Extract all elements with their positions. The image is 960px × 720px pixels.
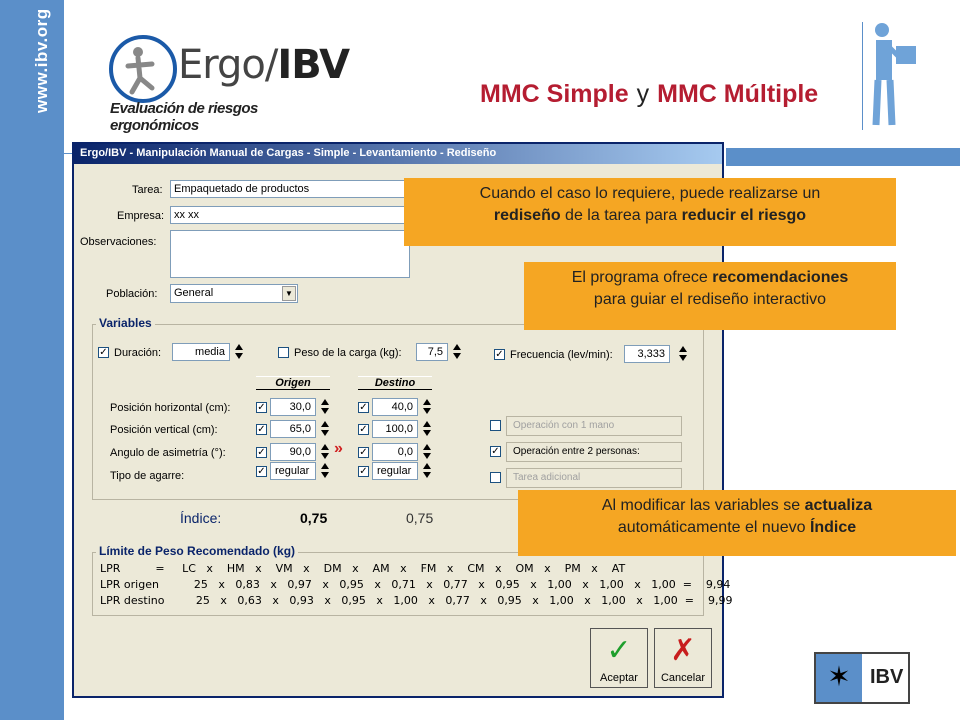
poblacion-value: General [174,287,214,299]
row-label: Posición horizontal (cm): [110,402,231,414]
option-checkbox[interactable] [490,420,501,431]
asimetria-destino-checkbox[interactable]: ✓ [359,447,368,458]
callout-text: Índice [809,519,857,537]
tarea-label: Tarea: [132,184,163,196]
peso-checkbox[interactable] [278,347,289,358]
row-label: Tipo de agarre: [110,470,185,482]
asimetria-destino-input[interactable]: 0,0 [372,443,418,461]
logo-text-b: IBV [277,42,350,88]
frecuencia-spinner[interactable] [678,345,688,363]
lpr-origen: LPR origen 25 x 0,83 x 0,97 x 0,95 x 0,71 x 0,77 x 0,95 x 1,00 x 1,00 x 1,00 = 9,94 [100,578,731,591]
recommend-arrow-icon[interactable]: » [334,440,343,457]
duracion-spinner[interactable] [234,343,244,361]
ergo-ibv-logo [108,30,350,134]
check-icon: ✓ [606,634,632,667]
vertical-destino-checkbox[interactable]: ✓ [359,424,368,435]
tarea-input[interactable]: Empaquetado de productos [170,180,410,198]
chevron-down-icon[interactable]: ▼ [282,286,296,301]
horizontal-origen-input[interactable]: 30,0 [270,398,316,416]
accept-label: Aceptar [600,672,638,684]
agarre-destino-input[interactable]: regular [372,462,418,480]
peso-label: Peso de la carga (kg): [294,347,402,359]
callout-text: Cuando el caso lo requiere, puede realizarse un [479,185,821,202]
option-checkbox[interactable]: ✓ [491,446,500,457]
spinner[interactable] [320,420,330,438]
poblacion-select[interactable] [170,284,298,303]
divider-line [36,153,76,154]
option-one-hand[interactable]: Operación con 1 mano [506,416,682,436]
cancel-label: Cancelar [660,672,706,684]
asimetria-origen-checkbox[interactable]: ✓ [257,447,266,458]
callout-recommendations [524,262,896,330]
callout-text: rediseño [493,207,561,225]
empresa-input[interactable]: xx xx [170,206,410,224]
callout-redesign [404,178,896,246]
worker-figure-icon [862,20,922,130]
headline-y: y [636,80,650,108]
variables-title: Variables [96,316,155,330]
horizontal-origen-checkbox[interactable]: ✓ [257,402,266,413]
row-label: Posición vertical (cm): [110,424,218,436]
horizontal-destino-checkbox[interactable]: ✓ [359,402,368,413]
callout-text: recomendaciones [712,269,849,286]
spinner[interactable] [422,462,432,480]
indice-origen: 0,75 [300,510,328,526]
lpr-formula: LPR = LC x HM x VM x DM x AM x FM x CM x OM x PM x AT [100,562,626,575]
callout-text: automáticamente el nuevo [617,519,810,537]
blue-strip [726,148,960,166]
accept-button[interactable] [590,628,648,688]
callout-text: de la tarea para [560,207,682,225]
peso-input[interactable]: 7,5 [416,343,448,361]
spinner[interactable] [422,420,432,438]
close-icon: ✗ [670,634,696,667]
frecuencia-checkbox[interactable]: ✓ [495,349,504,360]
spinner[interactable] [320,443,330,461]
site-url: www.ibv.org [32,8,51,113]
peso-spinner[interactable] [452,343,462,361]
lpr-title: Límite de Peso Recomendado (kg) [96,544,298,558]
spinner[interactable] [320,462,330,480]
origen-header: Origen [256,376,330,390]
cancel-button[interactable] [654,628,712,688]
callout-text: Al modificar las variables se [601,497,805,514]
option-checkbox[interactable] [490,472,501,483]
spinner[interactable] [320,398,330,416]
agarre-origen-checkbox[interactable]: ✓ [257,466,266,477]
frecuencia-label: Frecuencia (lev/min): [510,349,613,361]
logo-figure-icon [108,34,178,104]
indice-destino: 0,75 [406,510,434,526]
frecuencia-input[interactable]: 3,333 [624,345,670,363]
asimetria-origen-input[interactable]: 90,0 [270,443,316,461]
headline-a: MMC Simple [480,80,629,108]
headline-b: MMC Múltiple [657,80,819,108]
callout-text: para guiar el rediseño interactivo [593,291,827,309]
figure-icon: ✶ [816,654,862,702]
observaciones-label: Observaciones: [80,236,157,248]
callout-text: El programa ofrece [571,269,713,286]
window-title: Ergo/IBV - Manipulación Manual de Cargas - Simple - Levantamiento - Rediseño [74,144,722,164]
logo-tagline: Evaluación de riesgos ergonómicos [110,100,258,134]
headline [480,80,818,109]
vertical-origen-input[interactable]: 65,0 [270,420,316,438]
indice-label: Índice: [180,510,222,526]
duracion-checkbox[interactable]: ✓ [99,347,108,358]
poblacion-label: Población: [106,288,158,300]
option-two-persons[interactable]: Operación entre 2 personas: [506,442,682,462]
callout-index [518,490,956,556]
destino-header: Destino [358,376,432,390]
logo-text-a: Ergo/ [178,42,278,88]
spinner[interactable] [422,398,432,416]
agarre-destino-checkbox[interactable]: ✓ [359,466,368,477]
vertical-origen-checkbox[interactable]: ✓ [257,424,266,435]
agarre-origen-input[interactable]: regular [270,462,316,480]
callout-text: reducir el riesgo [681,207,807,225]
row-label: Angulo de asimetría (°): [110,447,226,459]
observaciones-input[interactable] [170,230,410,278]
lpr-destino: LPR destino 25 x 0,63 x 0,93 x 0,95 x 1,00 x 0,77 x 0,95 x 1,00 x 1,00 x 1,00 = 9,99 [100,594,733,607]
duracion-input[interactable]: media [172,343,230,361]
ibv-logo-text: IBV [870,666,904,688]
ibv-logo [814,652,910,704]
callout-text: actualiza [804,497,873,514]
vertical-destino-input[interactable]: 100,0 [372,420,418,438]
duracion-label: Duración: [114,347,162,359]
option-additional-task[interactable]: Tarea adicional [506,468,682,488]
spinner[interactable] [422,443,432,461]
horizontal-destino-input[interactable]: 40,0 [372,398,418,416]
empresa-label: Empresa: [117,210,165,222]
